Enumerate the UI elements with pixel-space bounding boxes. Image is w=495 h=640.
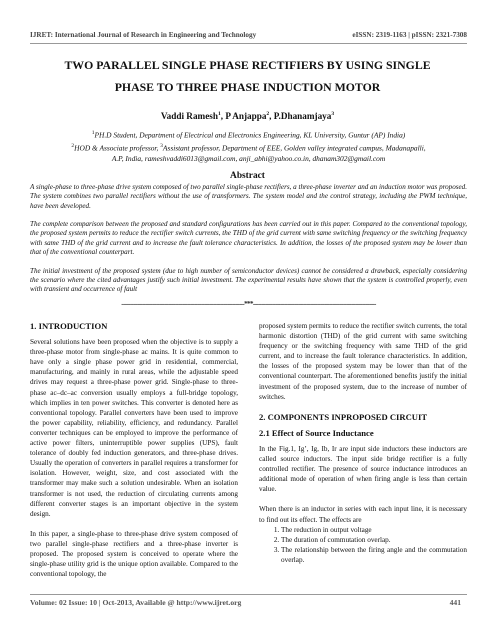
footer-rule: [30, 594, 467, 595]
abstract-paragraph: The complete comparison between the proposed and standard configurations has been carried out in this paper. Compared to the conventional topology, the proposed system permits to reduce the rectifier switch currents, the THD of the grid current with same switching frequency or the switching frequency with same THD of the grid current and to increase the fault tolerance characteristics. In addition, the losses of the proposed system may be lower than that of the conventional counterpart.: [30, 220, 467, 257]
affiliation-line-2: $^2$HOD & Associate professor, $^3$Assistant professor, Department of EEE, Golden valley integrated campus, Madanapalli,: [71, 142, 426, 153]
author-name: P.Dhanamjaya: [273, 111, 332, 122]
section-heading: 1. INTRODUCTION: [30, 321, 108, 331]
header-rule: [30, 43, 467, 44]
author-sup: 3: [331, 111, 335, 117]
footer-volume: Volume: 02 Issue: 10 | Oct-2013, Available @ http://www.ijret.org: [30, 598, 242, 607]
left-column: [30, 321, 238, 589]
abstract-heading: Abstract: [230, 171, 265, 181]
issn: eISSN: 2319-1163 | pISSN: 2321-7308: [352, 31, 467, 39]
paper-title: [40, 54, 455, 98]
abstract-paragraph: A single-phase to three-phase drive system composed of two parallel single-phase rectifiers, a three-phase inverter and an induction motor was proposed. The system combines two parallel rectifiers without the use of transformers. The system model and the control strategy, including the PWM technique, have been developed.: [30, 183, 467, 210]
list-item: 1. The reduction in output voltage: [281, 525, 467, 535]
effects-list: [259, 525, 467, 565]
body-paragraph: When there is an inductor in series with each input line, it is necessary to find out its effect. The effects are: [259, 505, 467, 524]
body-paragraph: In the Fig.1, Ig’, Ig, Ib, Ir are input side inductors these inductors are called source inductors. The input side bridge rectifier is a fully controlled rectifier. The presence of source inductance introduces an additional mode of operation of when firing angle is less than certain value.: [259, 444, 467, 494]
abstract-paragraph: The initial investment of the proposed system (due to high number of semiconductor devices) cannot be considered a drawback, especially considering the scenario where the cited advantages justify such initial investment. The experimental results have shown that the system is controlled properly, even with transient and occurrence of fault: [30, 266, 467, 294]
author-sup: 1: [217, 111, 221, 117]
title-line-2: PHASE TO THREE PHASE INDUCTION MOTOR: [114, 80, 381, 94]
author-sup: 2: [266, 111, 270, 117]
abstract-body: [30, 183, 467, 304]
author-list: Vaddi Ramesh$^1$, P Anjappa$^2$, P.Dhanamjaya$^3$: [160, 111, 335, 122]
body-paragraph: Several solutions have been proposed when the objective is to supply a three-phase motor from single-phase ac mains. It is quite common to have only a single phase power grid in residential, commercial, manufacturing, and mainly in rural areas, while the adjustable speed drives may request a three-phase power grid. Single-phase to three-phase ac–dc–ac conversion usually employs a full-bridge topology, which implies in ten power switches. This converter is denoted here as conventional topology. Parallel converters have been used to improve the power capability, reliability, efficiency, and redundancy. Parallel converter techniques can be employed to improve the performance of active power filters, uninterruptible power supplies (UPS), fault tolerance of doubly fed induction generators, and three-phase drives. Usually the operation of converters in parallel requires a transformer for isolation. However, weight, size, and cost associated with the transformer may make such a solution undesirable. When an isolation transformer is not used, the reduction of circulating currents among different converter stages is an important objective in the system design.: [30, 338, 238, 518]
subsection-heading: 2.1 Effect of Source Inductance: [259, 427, 374, 438]
right-column: [259, 321, 467, 565]
section-heading: 2. COMPONENTS INPROPOSED CIRCUIT: [259, 411, 428, 422]
page-footer: [30, 598, 461, 607]
affiliation-line-1: $^1$PH.D Student, Department of Electrical and Electronics Engineering, KL University, Guntur (AP) India): [91, 130, 406, 140]
author-name: Vaddi Ramesh: [160, 111, 218, 122]
running-header: [30, 31, 467, 39]
author-name: P Anjappa: [225, 111, 267, 122]
title-line-1: TWO PARALLEL SINGLE PHASE RECTIFIERS BY USING SINGLE: [64, 58, 431, 72]
journal-name: IJRET: International Journal of Research in Engineering and Technology: [30, 31, 257, 39]
body-paragraph: In this paper, a single-phase to three-phase drive system composed of two parallel single-phase rectifiers and a three-phase inverter is proposed. The proposed system is conceived to operate where the single-phase utility grid is the unique option available. Compared to the conventional topology, the: [30, 529, 238, 579]
affiliations: [30, 128, 467, 164]
section-separator: -----------------------------------------------------------------------***-----------------------------------------------------------------------: [121, 300, 376, 308]
page-number: 441: [449, 598, 461, 607]
body-paragraph: proposed system permits to reduce the rectifier switch currents, the total harmonic distortion (THD) of the grid current with same switching frequency or the switching frequency with same THD of the grid current, and to increase the fault tolerance characteristics. In addition, the losses of the proposed system may be lower than that of the conventional counterpart. The aforementioned benefits justify the initial investment of the proposed system, due to the increase of number of switches.: [259, 322, 467, 401]
list-item: 2. The duration of commutation overlap.: [281, 535, 467, 545]
list-item: 3. The relationship between the firing angle and the commutation overlap.: [281, 545, 467, 565]
affiliation-line-3: A.P, India, rameshvaddi6013@gmail.com, anji_abhi@yahoo.co.in, dhanam302@gmail.com: [111, 153, 386, 163]
